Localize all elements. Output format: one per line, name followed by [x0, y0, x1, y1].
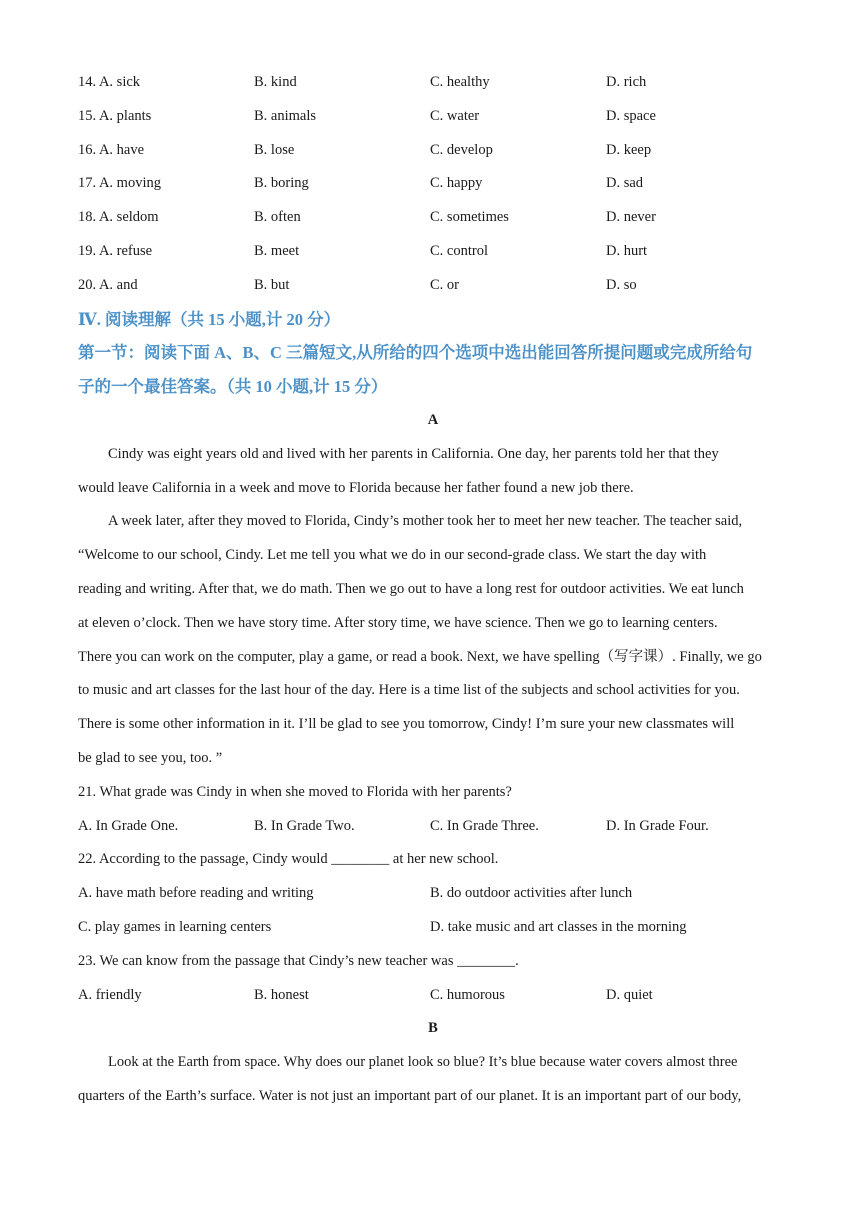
part-one-instruction-line1: 第一节：阅读下面 A、B、C 三篇短文,从所给的四个选项中选出能回答所提问题或完成所给句 [78, 343, 753, 363]
part-one-instruction-line2: 子的一个最佳答案。（共 10 小题,计 15 分） [78, 377, 388, 397]
option: D. hurt [606, 242, 648, 259]
passage-b [78, 1046, 788, 1114]
option: 15. A. plants [78, 107, 152, 124]
option-row-18 [78, 201, 788, 235]
option-row-20 [78, 269, 788, 303]
option: D. take music and art classes in the morning [430, 918, 687, 935]
option: 17. A. moving [78, 175, 161, 192]
option: D. quiet [606, 986, 653, 1003]
option: C. healthy [430, 74, 490, 90]
option: B. often [254, 209, 301, 226]
option-row-16 [78, 134, 788, 168]
question-23-options [78, 979, 788, 1013]
passage-line: Cindy was eight years old and lived with her parents in California. One day, her parents told her that they [108, 445, 719, 462]
option: 16. A. have [78, 141, 145, 158]
option: C. sometimes [430, 209, 509, 226]
option: D. rich [606, 74, 647, 90]
passage-line: to music and art classes for the last hour of the day. Here is a time list of the subjects and school activities for you. [78, 682, 740, 699]
option-row-17 [78, 167, 788, 201]
passage-line: “Welcome to our school, Cindy. Let me tell you what we do in our second-grade class. We start the day with [78, 547, 707, 564]
option-row-19 [78, 235, 788, 269]
option: A. In Grade One. [78, 817, 179, 834]
passage-line: There you can work on the computer, play a game, or read a book. Next, we have spelling（写字课）. Finally, we go [78, 648, 762, 665]
option: 19. A. refuse [78, 242, 153, 259]
passage-line: There is some other information in it. I’ll be glad to see you tomorrow, Cindy! I’m sure your new classmates will [78, 716, 735, 733]
passage-b-heading: B [428, 1020, 438, 1037]
option-row-14 [78, 66, 788, 100]
section-title: Ⅳ. 阅读理解（共 15 小题,计 20 分） [78, 309, 341, 329]
passage-line: reading and writing. After that, we do math. Then we go out to have a long rest for outdoor activities. We eat lunch [78, 580, 744, 597]
option: C. water [430, 107, 480, 124]
option: D. sad [606, 175, 644, 192]
passage-line: would leave California in a week and move to Florida because her father found a new job there. [78, 479, 634, 496]
option-row-15 [78, 100, 788, 134]
option: B. animals [254, 107, 317, 124]
option: B. In Grade Two. [254, 817, 355, 834]
option: A. have math before reading and writing [78, 885, 314, 902]
question-21-options [78, 810, 788, 844]
option: B. boring [254, 175, 309, 192]
option: 20. A. and [78, 276, 138, 293]
option: C. develop [430, 141, 493, 158]
option: 18. A. seldom [78, 209, 159, 226]
question-22-options-row2 [78, 911, 788, 945]
passage-line: quarters of the Earth’s surface. Water is not just an important part of our planet. It is an important part of our body, [78, 1087, 742, 1104]
question-21: 21. What grade was Cindy in when she moved to Florida with her parents? [78, 783, 512, 800]
passage-a-heading: A [427, 411, 439, 428]
option: C. or [430, 276, 459, 293]
option: C. humorous [430, 986, 505, 1003]
passage-line: be glad to see you, too. ” [78, 749, 223, 766]
option: B. do outdoor activities after lunch [430, 885, 633, 902]
option: D. space [606, 107, 656, 124]
option: A. friendly [78, 986, 142, 1003]
passage-a [78, 438, 788, 776]
option: D. keep [606, 141, 652, 158]
worksheet-page [78, 66, 788, 1114]
passage-line: A week later, after they moved to Florida, Cindy’s mother took her to meet her new teacher. The teacher said, [108, 513, 743, 530]
option: D. In Grade Four. [606, 817, 709, 834]
cloze-options [78, 66, 788, 303]
option: C. play games in learning centers [78, 918, 272, 935]
passage-line: at eleven o’clock. Then we have story time. After story time, we have science. Then we go to learning centers. [78, 614, 718, 631]
option: C. In Grade Three. [430, 817, 539, 834]
option: B. honest [254, 986, 309, 1003]
option: B. lose [254, 141, 295, 158]
option: B. but [254, 276, 290, 293]
option: C. happy [430, 175, 483, 192]
option: 14. A. sick [78, 74, 141, 90]
passage-line: Look at the Earth from space. Why does our planet look so blue? It’s blue because water covers almost three [108, 1054, 738, 1071]
option: C. control [430, 242, 488, 259]
option: B. kind [254, 74, 297, 90]
option: B. meet [254, 242, 300, 259]
question-22: 22. According to the passage, Cindy would ________ at her new school. [78, 851, 499, 868]
option: D. never [606, 209, 656, 226]
option: D. so [606, 276, 637, 293]
question-22-options-row1 [78, 877, 788, 911]
question-23: 23. We can know from the passage that Cindy’s new teacher was ________. [78, 952, 519, 969]
